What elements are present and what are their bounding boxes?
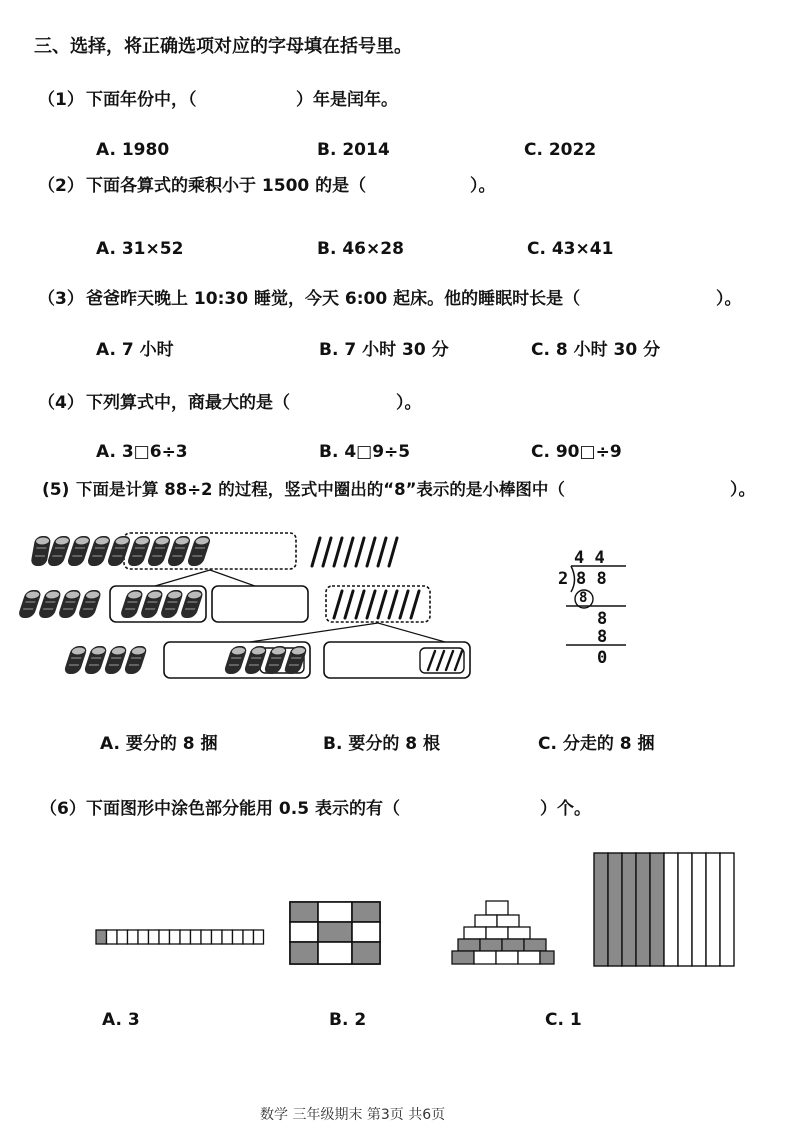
section-title: 三、选择，将正确选项对应的字母填在括号里。 — [34, 36, 412, 57]
question-stem-end: ）。 — [730, 480, 756, 500]
page-footer: 数学 三年级期末 第3页 共6页 — [260, 1107, 446, 1123]
division-step-b: 8 — [597, 627, 608, 647]
question-stem-end: ）。 — [716, 289, 742, 309]
question-stem: 下列算式中，商最大的是（ — [86, 393, 290, 413]
option-a[interactable]: A. 7 小时 — [96, 340, 174, 360]
figure-strip — [96, 930, 264, 944]
division-step-a: 8 — [597, 609, 608, 629]
division-remainder: 0 — [597, 648, 608, 668]
option-c[interactable]: C. 8 小时 30 分 — [531, 340, 661, 360]
division-quotient: 4 4 — [574, 548, 605, 568]
question-stem-end: ）。 — [470, 176, 496, 196]
question-stem: 下面年份中，（ — [86, 90, 197, 110]
division-divisor: 2 — [558, 569, 569, 589]
question-number: （3） — [38, 289, 84, 309]
question-stem: 下面是计算 88÷2 的过程，竖式中圈出的“8”表示的是小棒图中（ — [76, 480, 565, 499]
option-c[interactable]: C. 分走的 8 捆 — [538, 734, 655, 754]
figure-tenth-strips — [594, 853, 734, 966]
option-a[interactable]: A. 31×52 — [96, 239, 184, 259]
division-dividend: 8 8 — [576, 569, 607, 589]
question-number: （2） — [38, 176, 84, 196]
question-stem: 下面图形中涂色部分能用 0.5 表示的有（ — [86, 799, 400, 819]
question-stem-end: ）。 — [396, 393, 422, 413]
option-c[interactable]: C. 90□÷9 — [531, 442, 622, 462]
question-number: （6） — [40, 799, 86, 819]
option-a[interactable]: A. 3□6÷3 — [96, 442, 188, 462]
option-c[interactable]: C. 1 — [545, 1010, 582, 1030]
option-b[interactable]: B. 46×28 — [317, 239, 404, 259]
option-a[interactable]: A. 要分的 8 捆 — [100, 734, 218, 754]
figure-brick-grid — [290, 902, 380, 964]
option-b[interactable]: B. 要分的 8 根 — [323, 734, 440, 754]
option-b[interactable]: B. 4□9÷5 — [319, 442, 411, 462]
question-number: （1） — [38, 90, 84, 110]
question-number: （4） — [38, 393, 84, 413]
option-b[interactable]: B. 2 — [329, 1010, 367, 1030]
question-stem-end: ）个。 — [540, 799, 591, 819]
option-b[interactable]: B. 2014 — [317, 140, 390, 160]
option-c[interactable]: C. 2022 — [524, 140, 597, 160]
question-number: (5) — [42, 480, 70, 500]
option-b[interactable]: B. 7 小时 30 分 — [319, 340, 449, 360]
division-circled-digit: 8 — [579, 590, 588, 606]
option-a[interactable]: A. 3 — [102, 1010, 140, 1030]
question-stem: 下面各算式的乘积小于 1500 的是（ — [86, 176, 367, 196]
question-stem: 爸爸昨天晚上 10:30 睡觉，今天 6:00 起床。他的睡眠时长是（ — [86, 289, 581, 309]
question-stem-end: ）年是闰年。 — [296, 90, 398, 110]
option-a[interactable]: A. 1980 — [96, 140, 170, 160]
option-c[interactable]: C. 43×41 — [527, 239, 614, 259]
figure-brick-pyramid — [452, 901, 554, 964]
